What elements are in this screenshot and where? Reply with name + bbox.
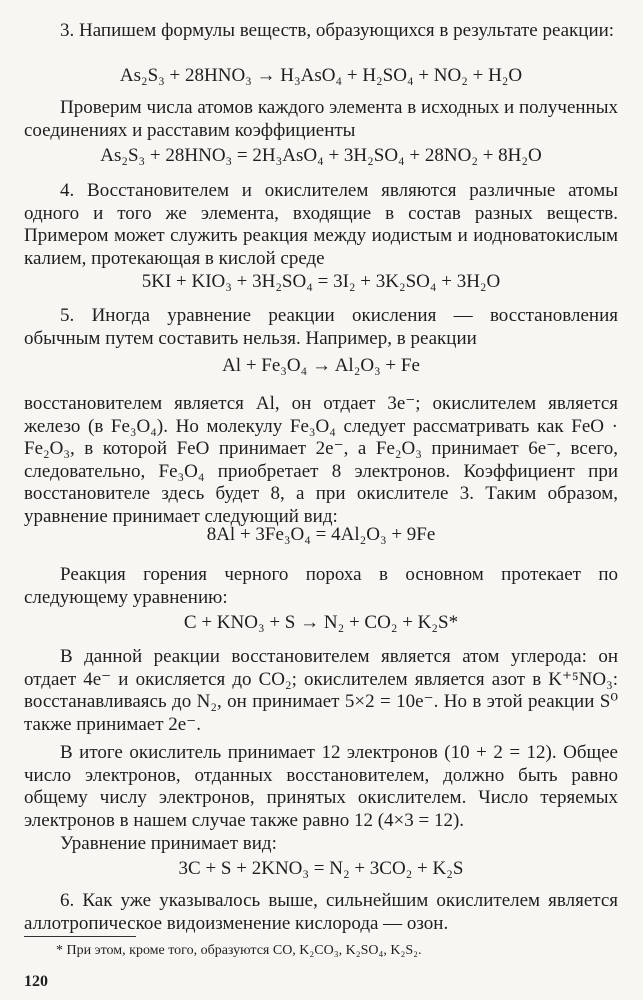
- paragraph-4: 4. Восстановителем и окислителем являются различные атомы одного и того же элемента, входящие в состав разных веществ. Примером может служить реакция между иодистым и иодноватокислым калием, протекающая в кислой среде: [24, 180, 618, 269]
- paragraph-equation-form: Уравнение принимает вид:: [60, 833, 277, 854]
- equation-1: As₂S₃ + 28HNO₃ → H₃AsO₄ + H₂SO₄ + NO₂ + H₂O: [119, 65, 523, 86]
- paragraph-powder: Реакция горения черного пороха в основном протекает по следующему уравнению:: [24, 564, 618, 608]
- paragraph-check: Проверим числа атомов каждого элемента в исходных и полученных соединениях и расставим коэффициенты: [24, 97, 618, 141]
- paragraph-3: 3. Напишем формулы веществ, образующихся в результате реакции:: [60, 20, 615, 41]
- footnote: * При этом, кроме того, образуются CO, K₂CO₃, K₂SO₄, K₂S₂.: [56, 943, 422, 958]
- equation-5: 8Al + 3Fe₃O₄ = 4Al₂O₃ + 9Fe: [206, 524, 436, 545]
- footnote-divider: [24, 936, 136, 937]
- equation-2: As₂S₃ + 28HNO₃ = 2H₃AsO₄ + 3H₂SO₄ + 28NO₂ + 8H₂O: [100, 145, 542, 166]
- paragraph-reaction-analysis: В данной реакции восстановителем является атом углерода: он отдает 4e⁻ и окисляется до CO₂; окислителем является азот в K⁺⁵NO₃: восстанавливаясь до N₂, он принимает 5×2 = 10e⁻. Но в этой реакции S⁰ также принимает 2e⁻.: [24, 646, 618, 735]
- equation-4: Al + Fe₃O₄ → Al₂O₃ + Fe: [222, 355, 420, 376]
- page-number: 120: [24, 973, 48, 990]
- equation-7: 3C + S + 2KNO₃ = N₂ + 3CO₂ + K₂S: [178, 858, 464, 879]
- equation-6: C + KNO₃ + S → N₂ + CO₂ + K₂S*: [183, 612, 459, 633]
- equation-3: 5KI + KIO₃ + 3H₂SO₄ = 3I₂ + 3K₂SO₄ + 3H₂O: [141, 271, 501, 292]
- paragraph-electron-total: В итоге окислитель принимает 12 электронов (10 + 2 = 12). Общее число электронов, отданных восстановителем, должно быть равно общему числу электронов, принятых окислителем. Число теряемых электронов в нашем случае также равно 12 (4×3 = 12).: [24, 742, 618, 831]
- paragraph-5: 5. Иногда уравнение реакции окисления — восстановления обычным путем составить нельзя. Например, в реакции: [24, 305, 618, 349]
- paragraph-5-cont: восстановителем является Al, он отдает 3e⁻; окислителем является железо (в Fe₃O₄). Но молекулу Fe₃O₄ следует рассматривать как FeO · Fe₂O₃, в которой FeO принимает 2e⁻, а Fe₂O₃ принимает 6e⁻, всего, следовательно, Fe₃O₄ приобретает 8 электронов. Коэффициент при восстановителе здесь будет 8, а при окислителе 3. Таким образом, уравнение принимает следующий вид:: [24, 393, 618, 527]
- paragraph-6: 6. Как уже указывалось выше, сильнейшим окислителем является аллотропическое видоизменение кислорода — озон.: [24, 890, 618, 934]
